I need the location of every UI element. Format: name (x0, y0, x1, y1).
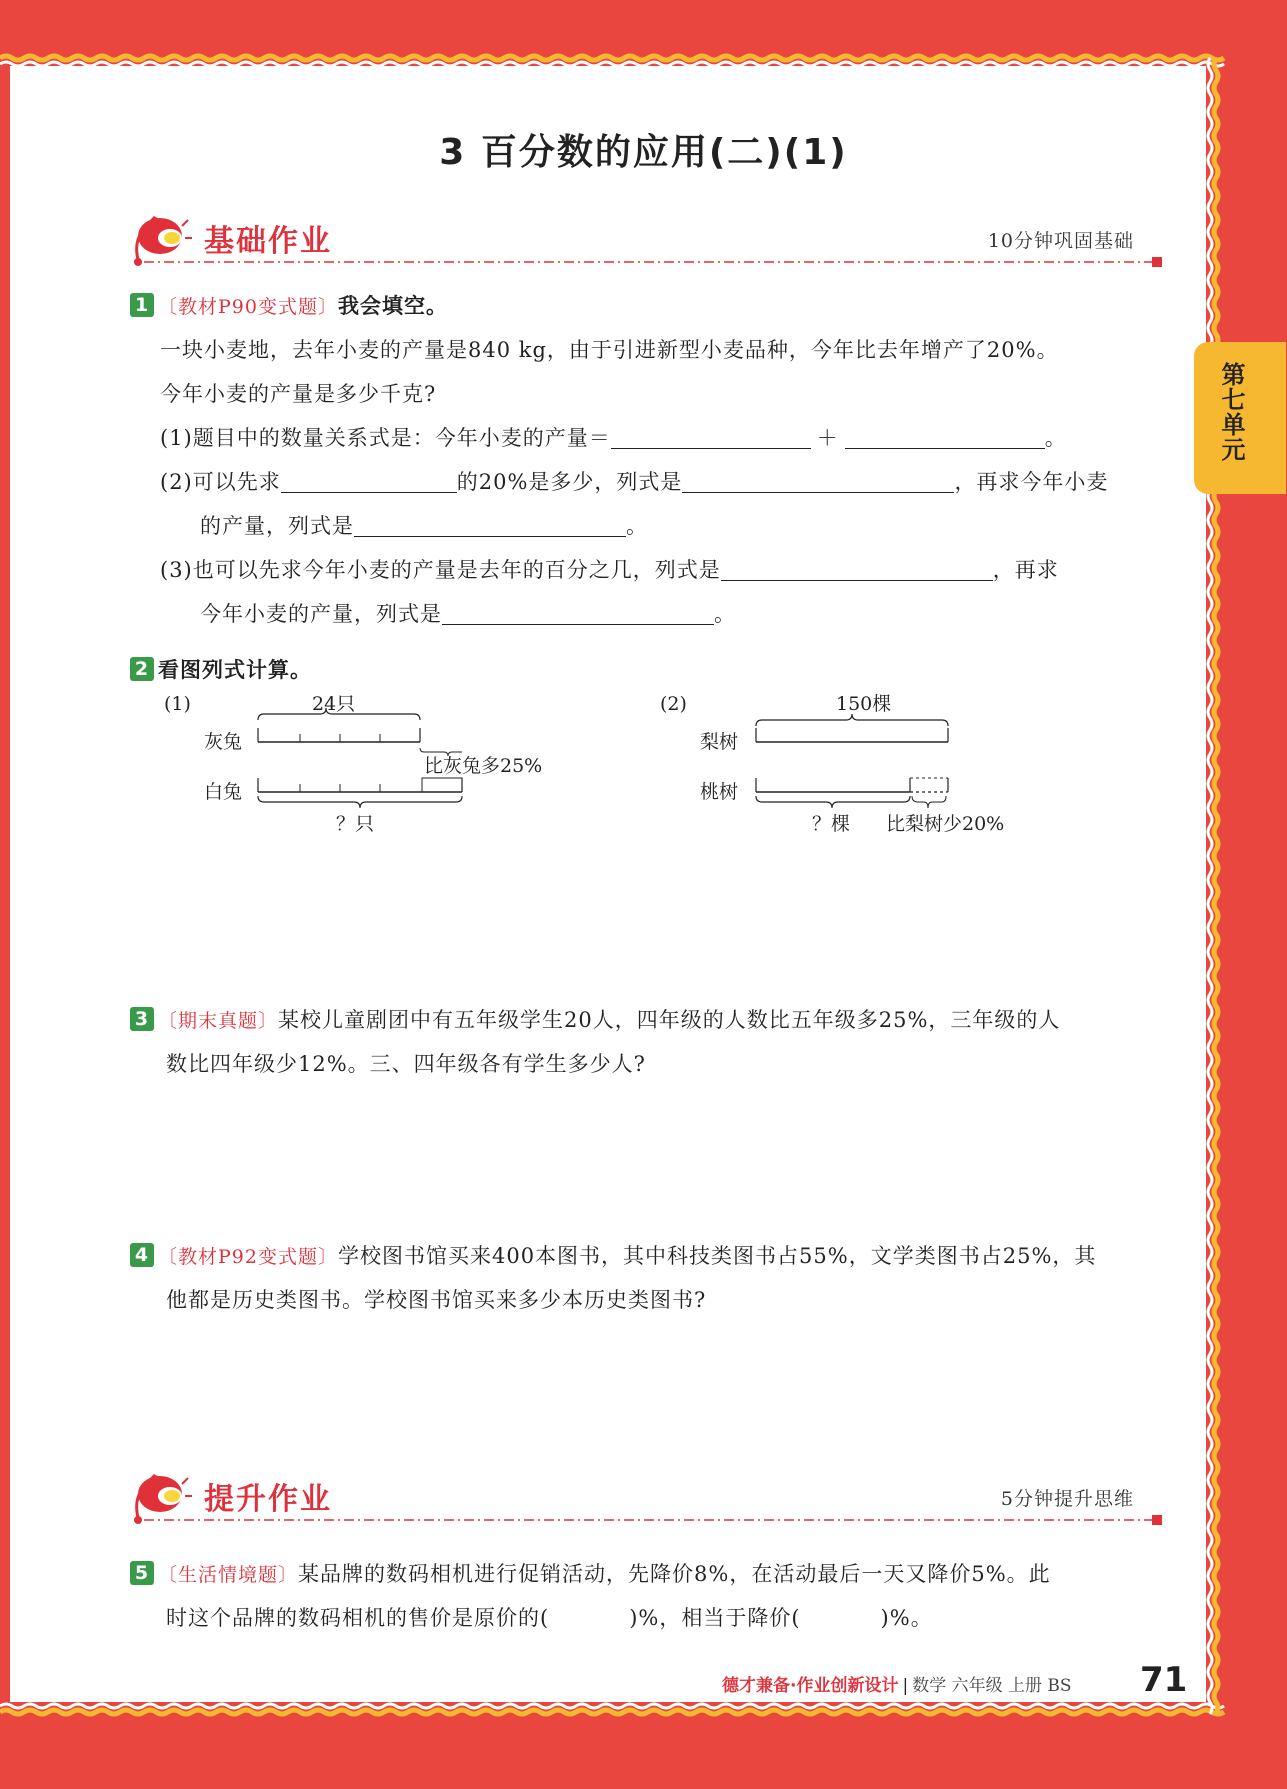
diagram1-bottom-label: ？只 (336, 813, 375, 835)
q4-tag: 〔教材P92变式题〕 (158, 1246, 338, 1268)
q2-heading (130, 654, 312, 684)
page-number: 71 (1140, 1660, 1188, 1700)
q4-line2: 他都是历史类图书。学校图书馆买来多少本历史类图书? (166, 1288, 707, 1312)
diagram1-top-label: 24只 (312, 693, 356, 715)
q1-prompt: 我会填空。 (337, 294, 448, 318)
q2-prompt: 看图列式计算。 (158, 658, 312, 682)
footer-divider: | (902, 1676, 909, 1696)
q3-tag: 〔期末真题〕 (158, 1010, 279, 1032)
q1-sub2-end: 。 (626, 514, 648, 538)
answer-blank[interactable] (682, 470, 954, 493)
q1-text-line2: 今年小麦的产量是多少千克? (160, 382, 437, 406)
q5-text-b: 时这个品牌的数码相机的售价是原价的( (166, 1606, 550, 1630)
q4-number: 4 (130, 1243, 154, 1267)
q4-line1 (130, 1240, 1096, 1270)
q1-tag: 〔教材P90变式题〕 (158, 296, 338, 318)
diagram2-row2: 桃树 (700, 781, 739, 803)
diagram2-note: 比梨树少20% (886, 813, 1005, 835)
q1-sub2-text-b: 的20%是多少，列式是 (456, 470, 683, 494)
answer-blank[interactable] (721, 558, 993, 581)
q1-heading (130, 290, 448, 320)
section-header-advanced (130, 1470, 1170, 1530)
q1-sub1-plus: ＋ (816, 426, 839, 450)
answer-blank[interactable] (281, 470, 457, 493)
unit-tab-label: 第七单元 (1217, 362, 1245, 462)
q1-sub3 (160, 554, 1059, 584)
section-subtitle: 10分钟巩固基础 (987, 230, 1134, 252)
diagram2-row1: 梨树 (700, 731, 739, 753)
q2-number: 2 (130, 657, 154, 681)
dash-rule (130, 256, 1170, 268)
section-title: 提升作业 (204, 1482, 332, 1517)
diagram1-note: 比灰兔多25% (424, 755, 543, 777)
q4-text-a: 学校图书馆买来400本图书，其中科技类图书占55%，文学类图书占25%，其 (337, 1244, 1097, 1268)
segment-diagram-1 (160, 690, 580, 840)
answer-blank[interactable] (354, 514, 626, 537)
section-title: 基础作业 (204, 224, 332, 259)
footer (722, 1671, 1072, 1696)
answer-blank[interactable] (845, 426, 1045, 449)
segment-diagram-2 (656, 690, 1076, 840)
q1-sub2-text-c: ，再求今年小麦 (954, 470, 1109, 494)
q5-line2 (166, 1602, 933, 1632)
q1-sub2-cont (200, 510, 648, 540)
q1-sub3-text-b: ，再求 (992, 558, 1059, 582)
q1-sub3-text-c: 今年小麦的产量，列式是 (200, 602, 442, 626)
answer-blank[interactable] (442, 602, 714, 625)
q3-line1 (130, 1004, 1060, 1034)
diagram2-label: (2) (660, 693, 687, 715)
q1-sub1-end: 。 (1044, 426, 1067, 450)
q3-line2: 数比四年级少12%。三、四年级各有学生多少人? (166, 1052, 646, 1076)
diagram2-top-label: 150棵 (836, 693, 892, 715)
dash-rule (130, 1514, 1170, 1526)
q5-number: 5 (130, 1561, 154, 1585)
q1-sub2-text-a: (2)可以先求 (160, 470, 281, 494)
q1-sub3-text-a: (3)也可以先求今年小麦的产量是去年的百分之几，列式是 (160, 558, 721, 582)
q1-text-line1: 一块小麦地，去年小麦的产量是840 kg，由于引进新型小麦品种，今年比去年增产了20%。 (160, 338, 1059, 362)
unit-tab (1194, 342, 1286, 494)
q5-tag: 〔生活情境题〕 (158, 1564, 299, 1586)
footer-info: 数学 六年级 上册 BS (912, 1676, 1072, 1696)
q1-number: 1 (130, 293, 154, 317)
q3-text-a: 某校儿童剧团中有五年级学生20人，四年级的人数比五年级多25%，三年级的人 (278, 1008, 1061, 1032)
diagram1-row1: 灰兔 (204, 731, 243, 753)
section-header-basic (130, 212, 1170, 272)
q1-sub2 (160, 466, 1108, 496)
q1-sub1-text: (1)题目中的数量关系式是：今年小麦的产量＝ (160, 426, 611, 450)
answer-blank[interactable] (611, 426, 811, 449)
q5-text-d: )%。 (880, 1606, 933, 1630)
diagram1-label: (1) (164, 693, 191, 715)
page-title: 3 百分数的应用(二)(1) (439, 132, 848, 173)
q1-sub3-end: 。 (714, 602, 736, 626)
section-subtitle: 5分钟提升思维 (1000, 1488, 1134, 1510)
diagram2-bottom-label: ？棵 (812, 813, 851, 835)
q1-sub3-cont (200, 598, 736, 628)
diagram1-row2: 白兔 (204, 781, 243, 803)
q5-text-c: )%，相当于降价( (629, 1606, 801, 1630)
footer-brand: 德才兼备·作业创新设计 (722, 1676, 899, 1696)
q3-number: 3 (130, 1007, 154, 1031)
q5-text-a: 某品牌的数码相机进行促销活动，先降价8%，在活动最后一天又降价5%。此 (298, 1562, 1051, 1586)
q5-line1 (130, 1558, 1051, 1588)
q1-sub2-text-d: 的产量，列式是 (200, 514, 354, 538)
q1-sub1 (160, 422, 1067, 452)
